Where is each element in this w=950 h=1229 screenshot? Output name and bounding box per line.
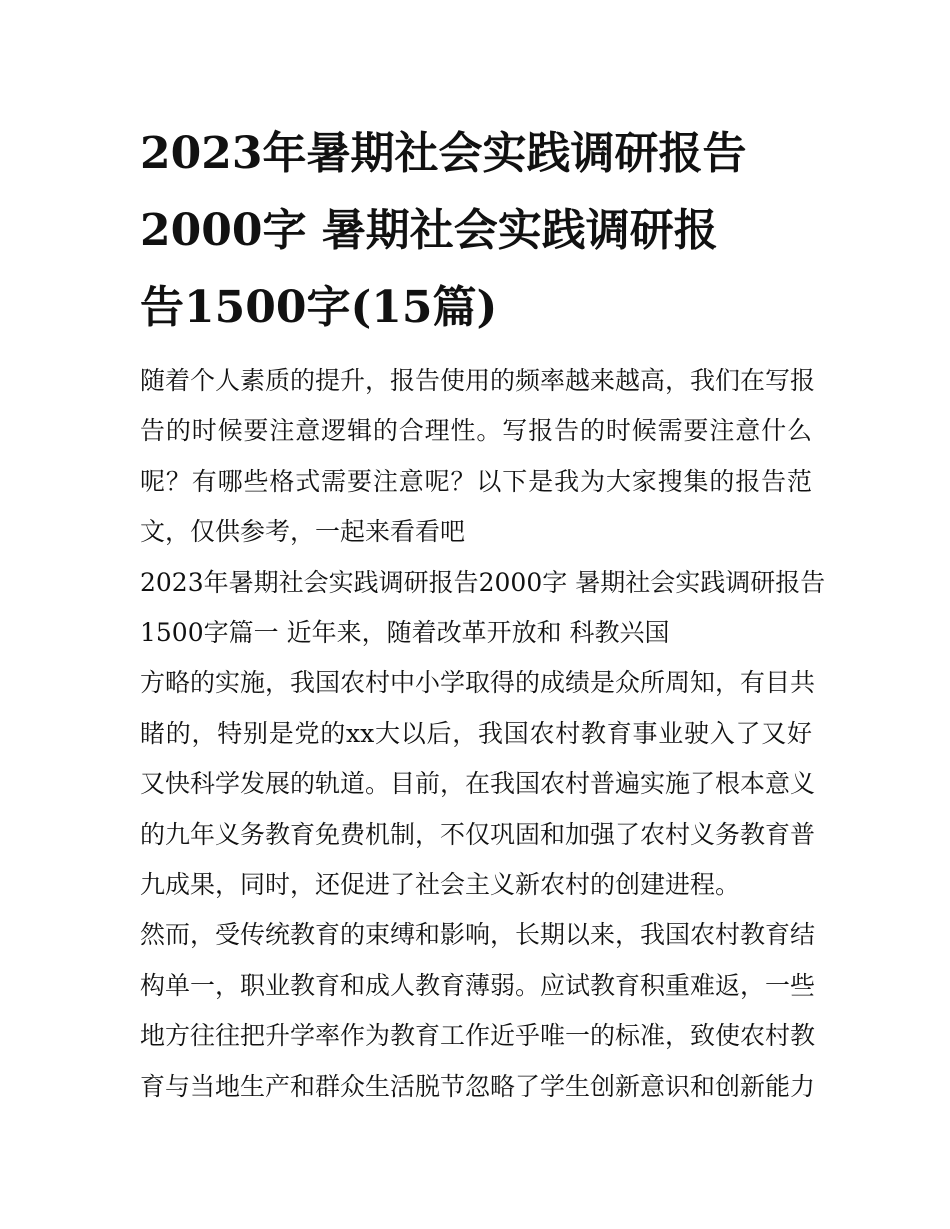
text-line: 呢？有哪些格式需要注意呢？以下是我为大家搜集的报告范 — [140, 466, 812, 496]
text-line: 告的时候要注意逻辑的合理性。写报告的时候需要注意什么 — [140, 416, 812, 446]
document-title — [140, 115, 812, 346]
title-line: 告1500字(15篇) — [140, 282, 498, 333]
text-line: 方略的实施，我国农村中小学取得的成绩是众所周知，有目共 — [140, 668, 816, 698]
text-line: 1500字篇一 近年来，随着改革开放和 科教兴国 — [140, 618, 670, 648]
text-line: 睹的，特别是党的xx大以后，我国农村教育事业驶入了又好 — [140, 718, 812, 748]
text-line: 又快科学发展的轨道。目前，在我国农村普遍实施了根本意义 — [140, 769, 816, 799]
document-page — [140, 115, 826, 1112]
document-body — [140, 356, 826, 1112]
text-line: 然而，受传统教育的束缚和影响，长期以来，我国农村教育结 — [140, 920, 816, 950]
title-line: 2023年暑期社会实践调研报告 — [140, 128, 747, 179]
text-line: 随着个人素质的提升，报告使用的频率越来越高，我们在写报 — [140, 366, 816, 395]
text-line: 九成果，同时，还促进了社会主义新农村的创建进程。 — [140, 870, 741, 900]
section-heading-paragraph — [140, 558, 826, 659]
text-line: 地方往往把升学率作为教育工作近乎唯一的标准，致使农村教 — [140, 1021, 816, 1051]
title-line: 2000字 暑期社会实践调研报 — [140, 205, 718, 256]
text-line: 2023年暑期社会实践调研报告2000字 暑期社会实践调研报告 — [140, 567, 826, 597]
text-line: 构单一，职业教育和成人教育薄弱。应试教育积重难返，一些 — [140, 970, 816, 1000]
body-paragraph — [140, 658, 816, 910]
text-line: 文，仅供参考，一起来看看吧 — [140, 517, 466, 547]
intro-paragraph — [140, 356, 816, 558]
text-line: 的九年义务教育免费机制，不仅巩固和加强了农村义务教育普 — [140, 819, 816, 849]
text-line: 育与当地生产和群众生活脱节忽略了学生创新意识和创新能力 — [140, 1071, 816, 1101]
body-paragraph — [140, 910, 816, 1112]
